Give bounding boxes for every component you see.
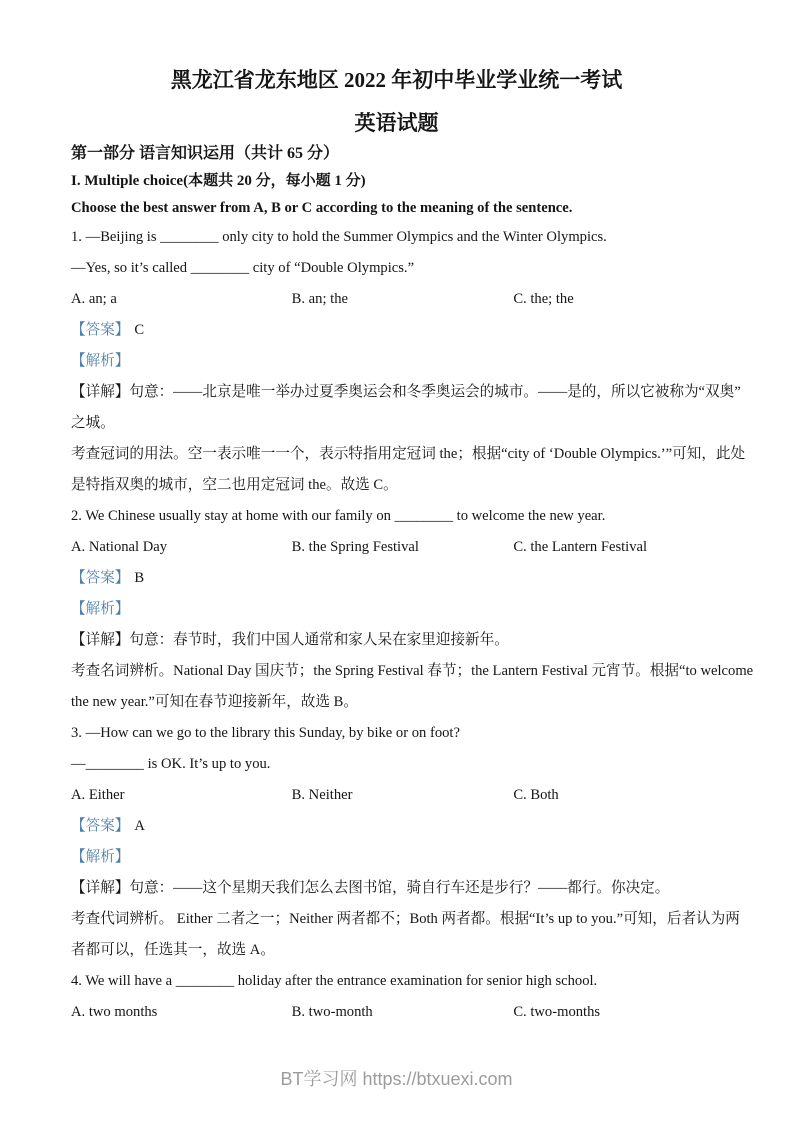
option-b: B. Neither: [291, 787, 353, 803]
answer-label: 【答案】: [71, 570, 130, 586]
option-a: A. two months: [71, 1004, 158, 1020]
analysis-row: [71, 346, 727, 377]
analysis-label: 【解析】: [71, 601, 130, 617]
question-2: [71, 501, 754, 718]
options-row: [71, 284, 727, 315]
answer-label: 【答案】: [71, 818, 130, 834]
exam-subtitle: 英语试题: [354, 111, 439, 135]
option-c: C. Both: [513, 787, 559, 803]
explanation-line: 者都可以，任选其一，故选 A。: [71, 942, 275, 958]
option-a: A. National Day: [71, 539, 168, 555]
instructions-text: Choose the best answer from A, B or C according to the meaning of the sentence.: [71, 200, 573, 216]
option-b: B. the Spring Festival: [291, 539, 419, 555]
questions-area: [71, 222, 754, 1028]
explanation-line: 【详解】句意：——这个星期天我们怎么去图书馆，骑自行车还是步行？——都行。你决定。: [71, 880, 670, 896]
option-a: A. an; a: [71, 291, 117, 307]
explanation-line: 之城。: [71, 415, 115, 431]
question-stem-line: —Yes, so it’s called ________ city of “Double Olympics.”: [71, 260, 415, 276]
explanation-line: 考查代词辨析。 Either 二者之一；Neither 两者都不；Both 两者都。根据“It’s up to you.”可知，后者认为两: [71, 911, 740, 927]
answer-row: [71, 811, 727, 842]
option-c: C. the Lantern Festival: [513, 539, 648, 555]
watermark-text: BT学习网 https://btxuexi.com: [280, 1069, 513, 1089]
option-c: C. two-months: [513, 1004, 601, 1020]
explanation-line: 【详解】句意：——北京是唯一举办过夏季奥运会和冬季奥运会的城市。——是的，所以它被称为“双奥”: [71, 384, 741, 400]
explanation-line: 【详解】句意：春节时，我们中国人通常和家人呆在家里迎接新年。: [71, 632, 509, 648]
question-4: [71, 966, 727, 1028]
explanation-line: 考查冠词的用法。空一表示唯一一个，表示特指用定冠词 the；根据“city of ‘Double Olympics.’”可知，此处: [71, 446, 746, 462]
analysis-label: 【解析】: [71, 353, 130, 369]
analysis-row: [71, 594, 727, 625]
options-row: [71, 780, 727, 811]
option-c: C. the; the: [513, 291, 574, 307]
question-stem-line: 3. —How can we go to the library this Sunday, by bike or on foot?: [71, 725, 460, 741]
question-stem-line: 2. We Chinese usually stay at home with our family on ________ to welcome the new year.: [71, 508, 606, 524]
exam-title: 黑龙江省龙东地区 2022 年初中毕业学业统一考试: [170, 68, 623, 92]
question-3: [71, 718, 740, 966]
options-row: [71, 997, 727, 1028]
options-row: [71, 532, 727, 563]
option-b: B. two-month: [291, 1004, 373, 1020]
question-1: [71, 222, 746, 501]
analysis-row: [71, 842, 727, 873]
answer-label: 【答案】: [71, 322, 130, 338]
section-heading: 第一部分 语言知识运用（共计 65 分）: [71, 145, 340, 162]
answer-row: [71, 315, 727, 346]
question-stem-line: 1. —Beijing is ________ only city to hold the Summer Olympics and the Winter Olympics.: [71, 229, 607, 245]
explanation-line: 考查名词辨析。National Day 国庆节；the Spring Festival 春节；the Lantern Festival 元宵节。根据“to welcome: [71, 663, 754, 679]
explanation-line: 是特指双奥的城市，空二也用定冠词 the。故选 C。: [71, 477, 398, 493]
part-heading: I. Multiple choice(本题共 20 分，每小题 1 分): [71, 173, 366, 189]
answer-row: [71, 563, 727, 594]
question-stem-line: —________ is OK. It’s up to you.: [71, 756, 271, 772]
option-a: A. Either: [71, 787, 125, 803]
explanation-line: the new year.”可知在春节迎接新年，故选 B。: [71, 694, 358, 710]
question-stem-line: 4. We will have a ________ holiday after the entrance examination for senior high school.: [71, 973, 598, 989]
option-b: B. an; the: [291, 291, 348, 307]
analysis-label: 【解析】: [71, 849, 130, 865]
answer-value: C: [134, 322, 145, 338]
answer-value: B: [134, 570, 145, 586]
answer-value: A: [134, 818, 145, 834]
